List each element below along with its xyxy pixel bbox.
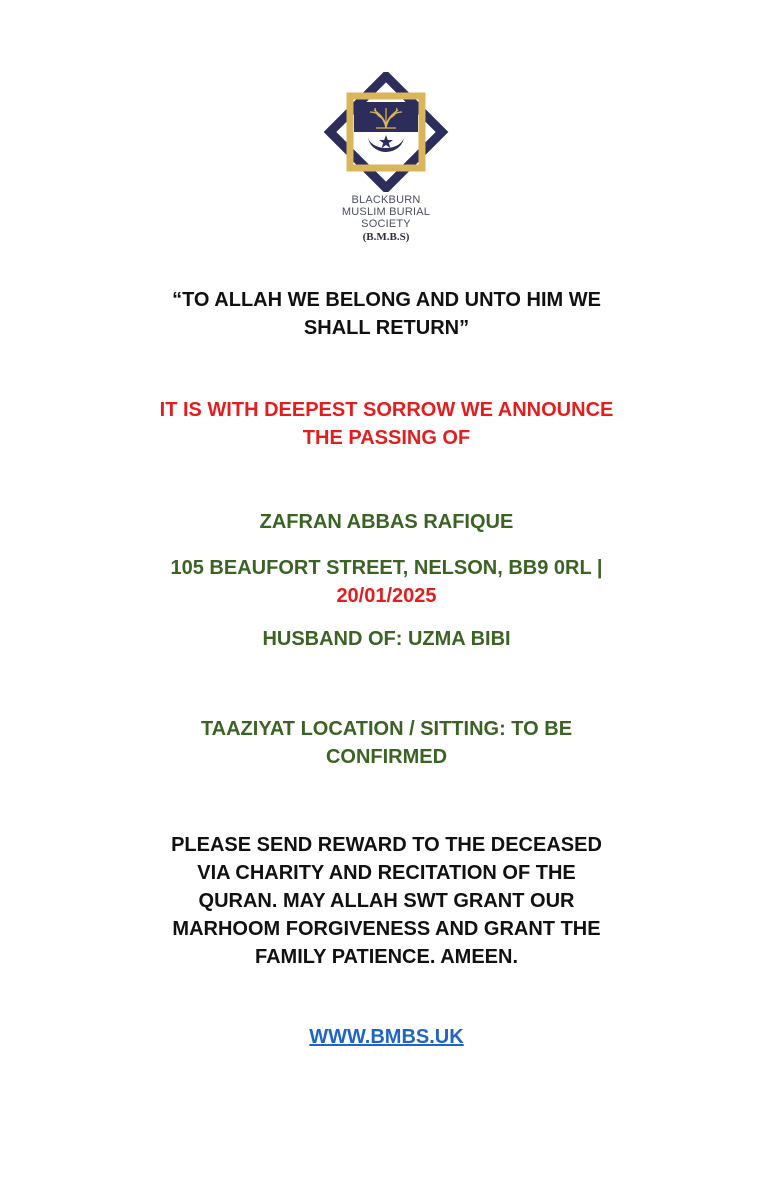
husband-of: HUSBAND OF: UZMA BIBI xyxy=(262,628,511,650)
quote-line2: SHALL RETURN” xyxy=(303,317,470,339)
closing-line5: FAMILY PATIENCE. AMEEN. xyxy=(255,946,518,968)
closing-message xyxy=(90,831,683,971)
announcement-line1: IT IS WITH DEEPEST SORROW WE ANNOUNCE xyxy=(159,399,614,421)
org-name-line3: SOCIETY xyxy=(361,218,411,230)
announcement-text xyxy=(90,396,683,452)
website-container xyxy=(90,1023,683,1051)
org-name-line2: MUSLIM BURIAL xyxy=(341,206,431,218)
bmbs-crest-icon xyxy=(318,72,454,192)
closing-line1: PLEASE SEND REWARD TO THE DECEASED xyxy=(171,834,602,856)
quote-text xyxy=(90,286,683,342)
website-link[interactable]: WWW.BMBS.UK xyxy=(309,1026,464,1048)
closing-line3: QURAN. MAY ALLAH SWT GRANT OUR xyxy=(198,890,575,912)
bmbs-logo xyxy=(318,72,454,250)
deceased-name: ZAFRAN ABBAS RAFIQUE xyxy=(259,511,514,533)
date-of-passing: 20/01/2025 xyxy=(336,585,437,607)
announcement-line2: THE PASSING OF xyxy=(302,427,471,449)
taaziyat-text xyxy=(90,715,683,771)
deceased-address: 105 BEAUFORT STREET, NELSON, BB9 0RL | xyxy=(170,557,603,579)
org-name-line1: BLACKBURN xyxy=(351,194,421,206)
org-abbreviation: (B.M.B.S) xyxy=(362,231,410,243)
quote-line1: “TO ALLAH WE BELONG AND UNTO HIM WE xyxy=(172,289,601,311)
taaziyat-line2: CONFIRMED xyxy=(325,746,448,768)
address-date xyxy=(90,554,683,610)
taaziyat-line1: TAAZIYAT LOCATION / SITTING: TO BE xyxy=(200,718,573,740)
closing-line2: VIA CHARITY AND RECITATION OF THE xyxy=(197,862,576,884)
closing-line4: MARHOOM FORGIVENESS AND GRANT THE xyxy=(172,918,601,940)
